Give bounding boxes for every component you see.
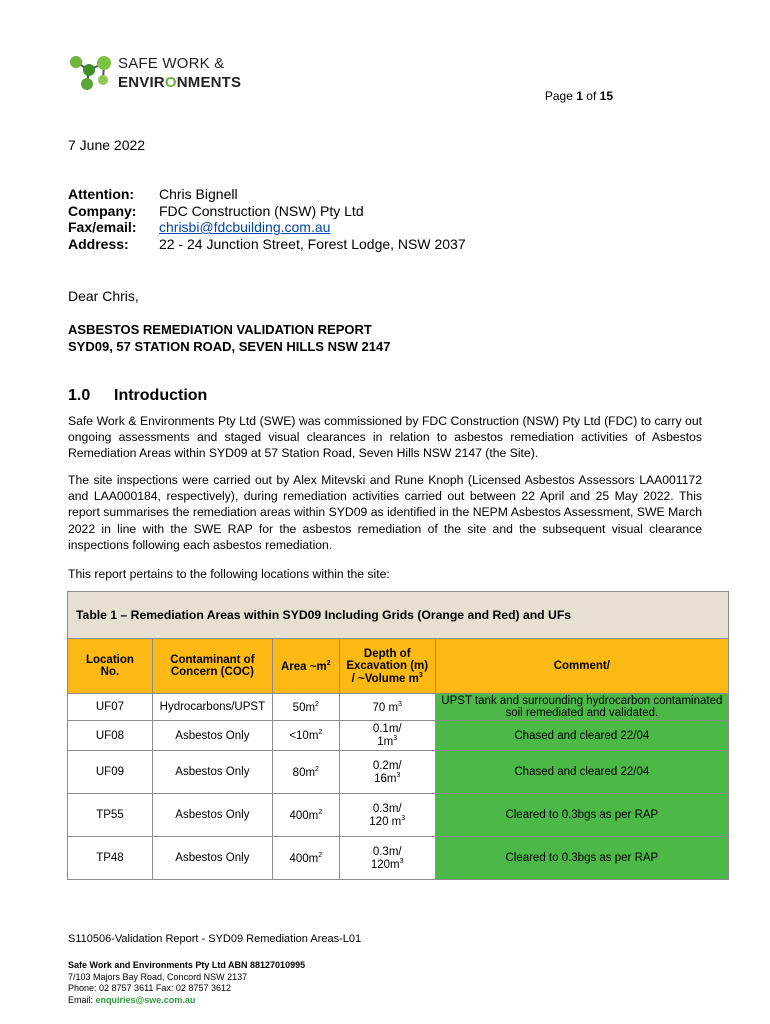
cell-depth: 0.2m/ $16m^3$ <box>339 751 435 794</box>
cell-comment: Chased and cleared 22/04 <box>435 721 728 751</box>
section-number: 1.0 <box>68 387 91 404</box>
paragraph-3: This report pertains to the following locations within the site: <box>68 567 390 581</box>
cell-comment: Cleared to 0.3bgs as per RAP <box>435 794 728 837</box>
cell-depth: 0.3m/ 120 $m^3$ <box>339 794 435 837</box>
section-heading <box>68 387 207 405</box>
footer-email-link[interactable]: enquiries@swe.com.au <box>95 994 196 1005</box>
cell-area: $400m^2$ <box>272 794 339 837</box>
molecule-logo-icon <box>67 50 115 94</box>
header-depth: Depth of Excavation (m) / ~Volume $m^3$ <box>339 639 435 694</box>
cell-comment: UPST tank and surrounding hydrocarbon contaminated soil remediated and validated. <box>435 694 728 721</box>
table-row <box>68 721 729 751</box>
cell-coc: Asbestos Only <box>152 721 272 751</box>
address-value: 22 - 24 Junction Street, Forest Lodge, NSW 2037 <box>159 235 466 252</box>
paragraph-2: The site inspections were carried out by Alex Mitevski and Rune Knoph (Licensed Asbestos Assessors LAA001172 and LAA000184, respectively), during remediation activities carried out between 22 April and 25 May 2022. This report summarises the remediation areas within SYD09 as identified in the NEPM Asbestos Assessment, SWE March 2022 in line with the SWE RAP for the asbestos remediation of the site and the subsequent visual clearance inspections following each asbestos remediation. <box>68 473 702 552</box>
cell-location: UF08 <box>68 721 153 751</box>
cell-comment: Cleared to 0.3bgs as per RAP <box>435 837 728 880</box>
company-value: FDC Construction (NSW) Pty Ltd <box>159 202 364 219</box>
cell-location: TP55 <box>68 794 153 837</box>
subject-heading <box>68 321 390 355</box>
cell-coc: Asbestos Only <box>152 794 272 837</box>
table-row <box>68 694 729 721</box>
cell-coc: Asbestos Only <box>152 751 272 794</box>
cell-depth: 0.1m/ $1m^3$ <box>339 721 435 751</box>
cell-coc: Hydrocarbons/UPST <box>152 694 272 721</box>
cell-area: $50m^2$ <box>272 694 339 721</box>
table-caption: Table 1 – Remediation Areas within SYD09 Including Grids (Orange and Red) and UFs <box>68 592 729 639</box>
paragraph-1: Safe Work & Environments Pty Ltd (SWE) was commissioned by FDC Construction (NSW) Pty Ltd (FDC) to carry out ongoing assessments and staged visual clearances in relation to asbestos remediation activities of Asbestos Remediation Areas within SYD09 at 57 Station Road, Seven Hills NSW 2147 (the Site). <box>68 414 702 461</box>
document-reference: S110506-Validation Report - SYD09 Remediation Areas-L01 <box>68 933 362 945</box>
logo-text-line1: SAFE WORK & <box>118 55 225 72</box>
cell-depth: 0.3m/ $120m^3$ <box>339 837 435 880</box>
header-coc: Contaminant of Concern (COC) <box>152 639 272 694</box>
salutation: Dear Chris, <box>68 288 139 304</box>
attention-label: Attention: <box>68 186 135 202</box>
cell-area: $80m^2$ <box>272 751 339 794</box>
company-label: Company: <box>68 202 137 219</box>
logo-text-line2: ENVIRONMENTS <box>118 74 242 91</box>
section-title: Introduction <box>114 387 208 404</box>
cell-location: UF07 <box>68 694 153 721</box>
cell-coc: Asbestos Only <box>152 837 272 880</box>
table-row <box>68 751 729 794</box>
cell-area: $<10m^2$ <box>272 721 339 751</box>
cell-area: $400m^2$ <box>272 837 339 880</box>
cell-depth: 70 $m^3$ <box>339 694 435 721</box>
footer-company: Safe Work and Environments Pty Ltd ABN 88127010995 <box>68 960 306 970</box>
addressee-block <box>68 186 466 252</box>
table-row <box>68 837 729 880</box>
letter-date: 7 June 2022 <box>68 137 146 153</box>
footer-email-line: Email: enquiries@swe.com.au <box>68 994 196 1005</box>
header-location: Location No. <box>68 639 153 694</box>
cell-location: UF09 <box>68 751 153 794</box>
footer-address: 7/103 Majors Bay Road, Concord NSW 2137 <box>68 971 248 982</box>
company-logo <box>67 50 242 94</box>
attention-value: Chris Bignell <box>159 186 238 202</box>
footer-contact <box>68 960 305 1006</box>
subject-line1: ASBESTOS REMEDIATION VALIDATION REPORT <box>68 322 372 337</box>
fax-email-label: Fax/email: <box>68 219 137 235</box>
cell-location: TP48 <box>68 837 153 880</box>
table-row <box>68 794 729 837</box>
footer-phone: Phone: 02 8757 3611 Fax: 02 8757 3612 <box>68 983 231 993</box>
cell-comment: Chased and cleared 22/04 <box>435 751 728 794</box>
header-comment: Comment/ <box>435 639 728 694</box>
email-link[interactable]: chrisbi@fdcbuilding.com.au <box>159 219 331 235</box>
subject-line2: SYD09, 57 STATION ROAD, SEVEN HILLS NSW 2147 <box>68 339 391 354</box>
header-area: Area $\sim m^2$ <box>272 639 339 694</box>
remediation-areas-table <box>67 591 729 880</box>
page-number: Page 1 of 15 <box>544 89 613 103</box>
address-label: Address: <box>68 235 129 252</box>
table-header-row <box>68 639 729 694</box>
